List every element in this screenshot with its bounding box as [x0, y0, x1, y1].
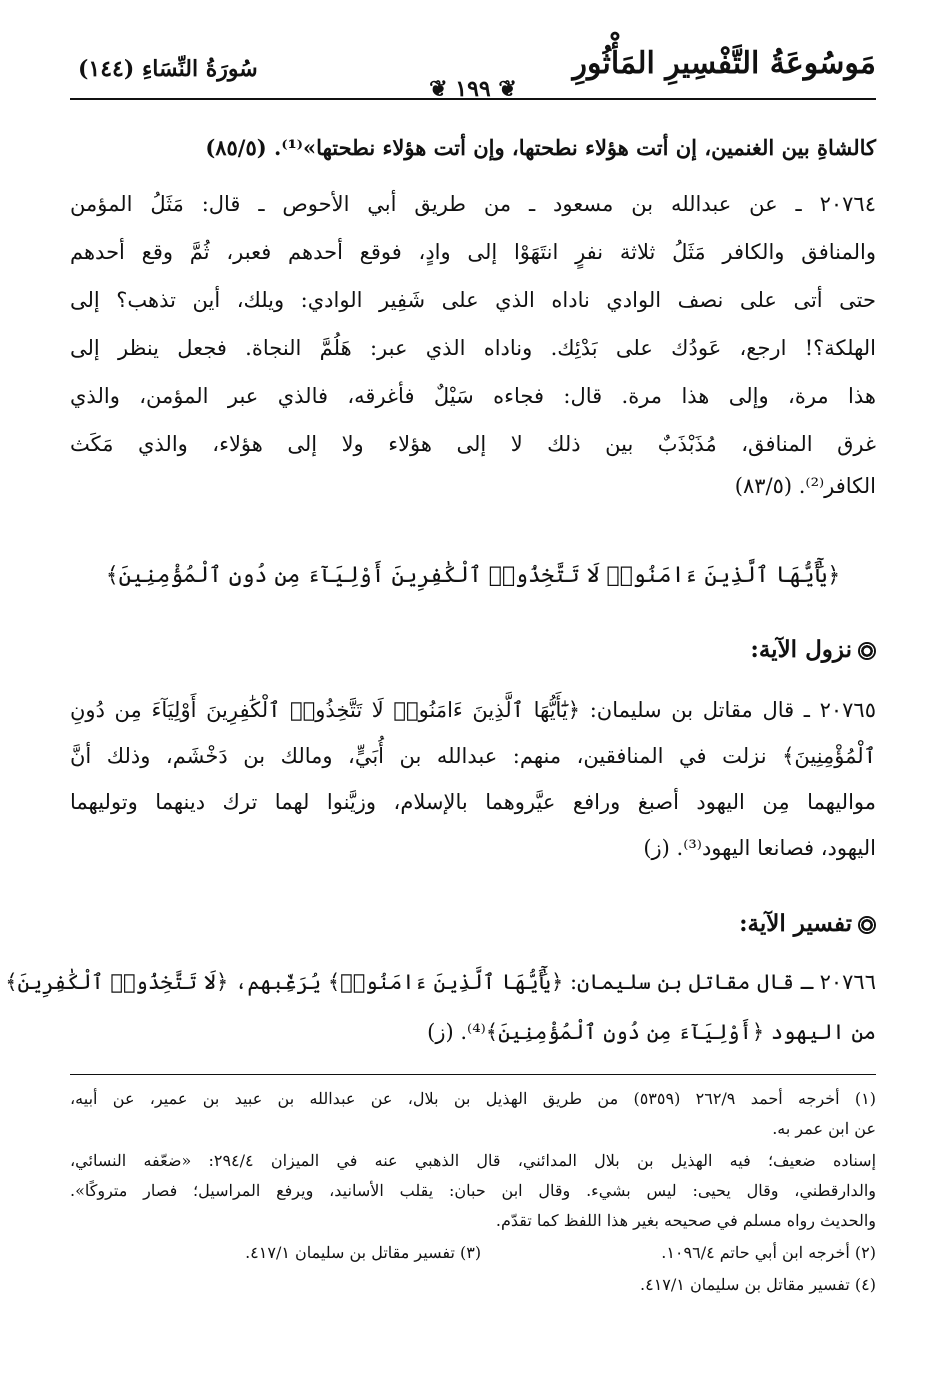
narration-20766-line: من اليهود ﴿أَوْلِيَآءَ مِن دُونِ ٱلْمُؤْمِنِينَ﴾⁽⁴⁾. (ز) — [427, 1020, 876, 1044]
narration-20764-line: غرق المنافق، مُذَبْذَبٌ بين ذلك لا إلى هؤلاء ولا إلى هؤلاء، والذي مَكَث — [70, 432, 876, 456]
footnote-2: (٢) أخرجه ابن أبي حاتم ١٠٩٦/٤. — [661, 1243, 876, 1262]
footnote-4: (٤) تفسير مقاتل بن سليمان ٤١٧/١. — [640, 1275, 876, 1294]
section-heading-nuzul: نزول الآية: — [70, 636, 876, 663]
footnote-rule — [70, 1074, 876, 1075]
narration-20764-line: الكافر⁽²⁾. (٨٣/٥) — [734, 474, 876, 498]
footnote-line: (١) أخرجه أحمد ٢٦٢/٩ (٥٣٥٩) من طريق الهذيل بن بلال، عن عبدالله بن عبيد بن عمير، عن أبيه، — [70, 1089, 876, 1108]
header-rule — [70, 98, 876, 100]
flower-icon — [858, 916, 876, 934]
book-title: مَوسُوعَةُ التَّفْسِيرِ المَأْثُورِ — [572, 46, 876, 81]
narration-20764-line: حتى أتى على نصف الوادي ناداه الذي على شَفِير الوادي: ويلك، أين تذهب؟ إلى — [70, 288, 876, 312]
narration-20764-line: هذا مرة، وإلى هذا مرة. قال: فجاءه سَيْلٌ فأغرقه، فالذي عبر المؤمن، والذي — [70, 384, 876, 408]
surah-label: سُورَةُ النِّسَاءِ (١٤٤) — [78, 56, 258, 82]
narration-20765-line: ٢٠٧٦٥ ـ قال مقاتل بن سليمان: ﴿يَٰٓأَيُّهَا ٱلَّذِينَ ءَامَنُوا۟ لَا تَتَّخِذُوا۟ ٱلْكَٰفِرِينَ أَوْلِيَآءَ مِن دُونِ — [70, 698, 876, 722]
narration-20766-line: ٢٠٧٦٦ ـ قال مقاتل بن سليمان: ﴿يَٰٓأَيُّهَا ٱلَّذِينَ ءَامَنُوا۟﴾ يُرَغِّبهم، ﴿لَا تَتَّخِذُوا۟ ٱلْكَٰفِرِينَ﴾ — [5, 970, 876, 994]
narration-20765-line: مواليهما مِن اليهود أصبغ ورافع عيَّروهما بالإسلام، وزيَّنوا لهما ترك دينهما وتوليهما — [70, 790, 876, 814]
footnote-3: (٣) تفسير مقاتل بن سليمان ٤١٧/١. — [245, 1243, 482, 1262]
narration-20765-line: ٱلْمُؤْمِنِينَ﴾ نزلت في المنافقين، منهم: عبدالله بن أُبَيٍّ، ومالك بن دَخْشَم، وذلك أنَّ — [70, 744, 876, 768]
narration-20764-line: والمنافق والكافر مَثَلُ ثلاثة نفرٍ انتَهَوْا إلى وادٍ، فوقع أحدهم فعبر، ثُمَّ وقع أحدهم — [70, 240, 876, 264]
ornament-right-icon: ❦ — [429, 76, 448, 102]
quran-verse: ﴿يَٰٓأَيُّهَا ٱلَّذِينَ ءَامَنُوا۟ لَا تَتَّخِذُوا۟ ٱلْكَٰفِرِينَ أَوْلِيَآءَ مِن دُونِ ٱلْمُؤْمِنِينَ﴾ — [105, 563, 841, 588]
footnote-row — [70, 1240, 876, 1266]
footnote-line: إسناده ضعيف؛ فيه الهذيل بن بلال المدائني، قال الذهبي عنه في الميزان ٢٩٤/٤: «ضعّفه النسائي، — [70, 1151, 877, 1170]
footnote-line: عن ابن عمر به. — [772, 1119, 876, 1138]
page-header — [70, 40, 876, 100]
footnote-line: والدارقطني، وقال يحيى: ليس بشيء. وقال ابن حبان: يقلب الأسانيد، ويرفع المراسيل؛ فصار متروكًا». — [70, 1181, 876, 1200]
page-number: ❦ ١٩٩ ❦ — [429, 76, 517, 102]
text-line: كالشاةِ بين الغنمين، إن أتت هؤلاء نطحتها، وإن أتت هؤلاء نطحتها»⁽¹⁾. (٨٥/٥) — [205, 135, 876, 160]
ornament-left-icon: ❦ — [498, 76, 517, 102]
section-heading-tafsir: تفسير الآية: — [70, 910, 876, 937]
flower-icon — [858, 642, 876, 660]
narration-20765-line: اليهود، فصانعا اليهود⁽³⁾. (ز) — [643, 836, 876, 860]
narration-20764-line: ٢٠٧٦٤ ـ عن عبدالله بن مسعود ـ من طريق أبي الأحوص ـ قال: مَثَلُ المؤمن — [70, 192, 876, 216]
narration-20764-line: الهلكة؟! ارجع، عَودُك على بَدْئِك. وناداه الذي عبر: هَلُمَّ النجاة. فجعل ينظر إلى — [70, 336, 876, 360]
footnote-line: والحديث رواه مسلم في صحيحه بغير هذا اللفظ كما تقدّم. — [495, 1211, 876, 1230]
